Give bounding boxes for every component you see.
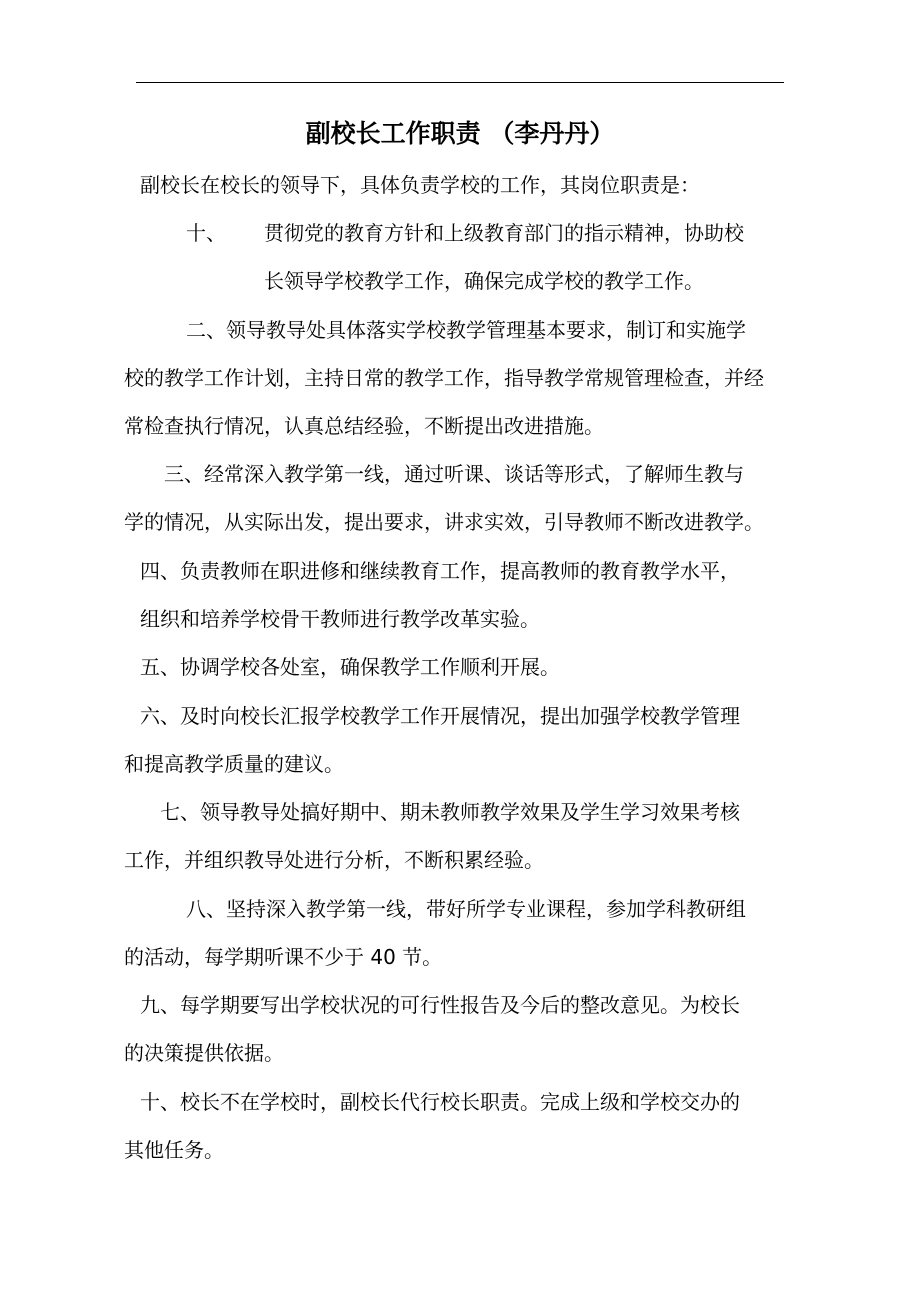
duty-item-8-line-2: 的活动，每学期听课不少于 40 节。 (124, 945, 443, 969)
duty-item-1-line-1 (186, 218, 744, 248)
duty-item-10-line-2: 其他任务。 (124, 1138, 224, 1162)
duty-item-2-line-2: 校的教学工作计划，主持日常的教学工作，指导教学常规管理检查，并经 (124, 366, 764, 390)
duty-item-3-line-1: 三、经常深入教学第一线，通过听课、谈话等形式，了解师生教与 (164, 462, 744, 486)
duty-item-7-line-1: 七、领导教导处搞好期中、期未教师教学效果及学生学习效果考核 (160, 800, 740, 824)
intro-text: 副校长在校长的领导下，具体负责学校的工作，其岗位职责是： (140, 173, 700, 197)
duty-item-8-line-1: 八、坚持深入教学第一线，带好所学专业课程，参加学科教研组 (186, 897, 746, 921)
page-title: 副校长工作职责 （李丹丹） (305, 119, 615, 148)
duty-item-1-line-2: 长领导学校教学工作，确保完成学校的教学工作。 (264, 269, 704, 293)
duty-item-6-line-1: 六、及时向校长汇报学校教学工作开展情况，提出加强学校教学管理 (140, 704, 740, 728)
duty-item-2-line-3: 常检查执行情况，认真总结经验，不断提出改进措施。 (124, 414, 604, 438)
duty-item-4-line-1: 四、负责教师在职进修和继续教育工作，提高教师的教育教学水平， (140, 559, 740, 583)
duty-item-10-line-1: 十、校长不在学校时，副校长代行校长职责。完成上级和学校交办的 (140, 1090, 740, 1114)
duty-item-1-text: 贯彻党的教育方针和上级教育部门的指示精神，协助校 (264, 221, 744, 245)
duty-item-9-line-1: 九、每学期要写出学校状况的可行性报告及今后的整改意见。为校长 (140, 993, 740, 1017)
duty-item-3-line-2: 学的情况，从实际出发，提出要求，讲求实效，引导教师不断改进教学。 (124, 510, 764, 534)
duty-item-9-line-2: 的决策提供依据。 (124, 1041, 284, 1065)
duty-item-2-line-1: 二、领导教导处具体落实学校教学管理基本要求，制订和实施学 (186, 318, 746, 342)
duty-item-7-line-2: 工作，并组织教导处进行分析，不断积累经验。 (124, 848, 544, 872)
duty-item-6-line-2: 和提高教学质量的建议。 (124, 752, 344, 776)
duty-item-4-line-2: 组织和培养学校骨干教师进行教学改革实验。 (140, 607, 540, 631)
duty-item-1-marker: 十、 (186, 221, 226, 245)
duty-item-5-line-1: 五、协调学校各处室，确保教学工作顺利开展。 (140, 655, 560, 679)
header-rule (136, 82, 784, 83)
